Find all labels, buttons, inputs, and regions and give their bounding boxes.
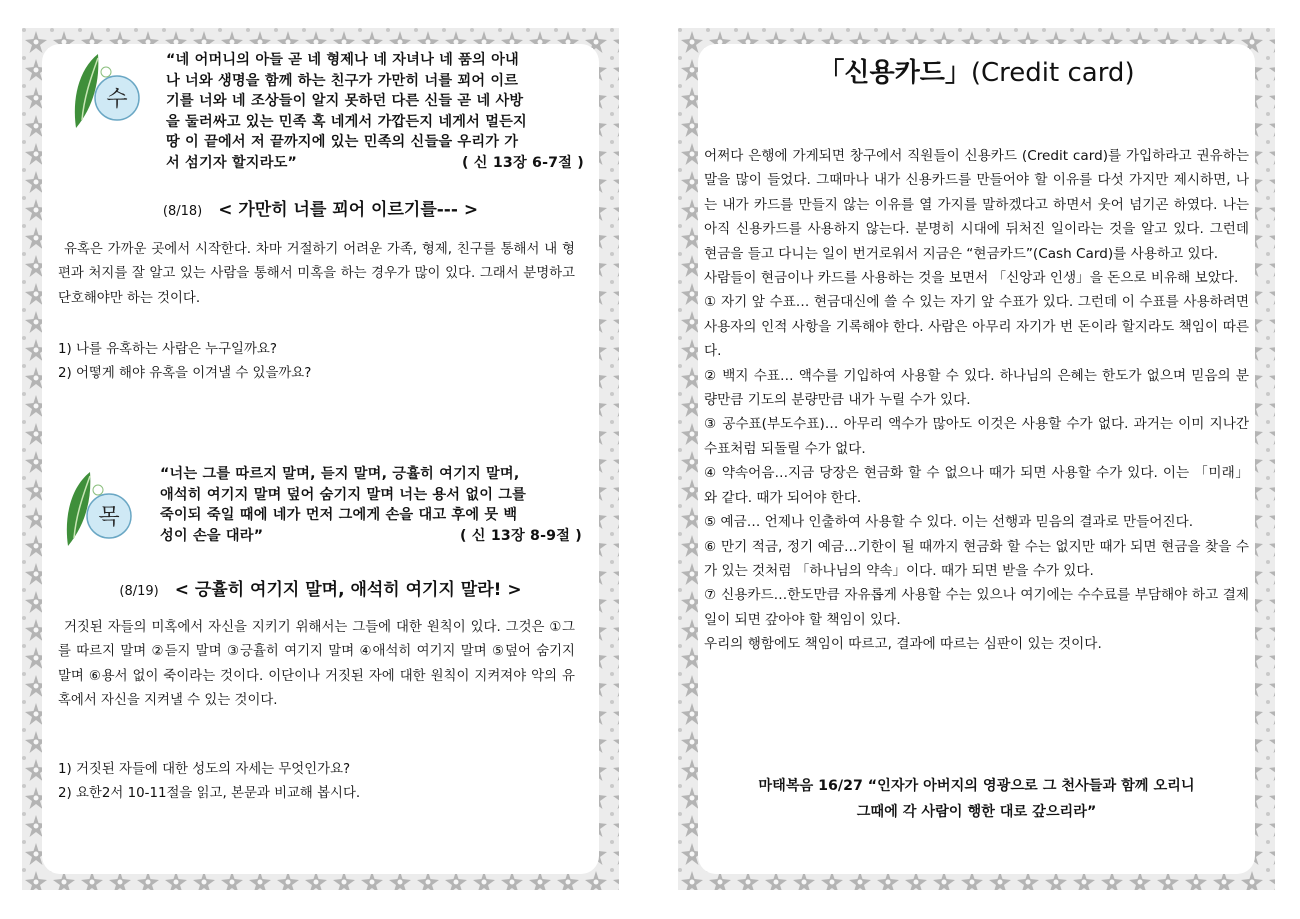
question-list-1 [58, 338, 311, 387]
verse-line: 애석히 여기지 말며 덮어 숨기지 말며 너는 용서 없이 그를 [160, 486, 527, 503]
body-paragraph: ③ 공수표(부도수표)… 아무리 액수가 많아도 이것은 사용할 수가 없다. 과거는 이미 지나간 수표처럼 되돌릴 수가 없다. [704, 416, 1249, 457]
day-char-wed: 수 [106, 87, 128, 112]
verse-line: 나 너와 생명을 함께 하는 친구가 가만히 너를 꾀어 이르 [166, 72, 519, 89]
section-heading-1 [48, 195, 593, 220]
body-paragraph: 우리의 행함에도 책임이 따르고, 결과에 따르는 심판이 있는 것이다. [704, 636, 1102, 653]
verse-ref: ( 신 13장 6-7절 ) [461, 154, 584, 171]
question-item: 1) 거짓된 자들에 대한 성도의 자세는 무엇인가요? [58, 762, 351, 777]
title-korean: 「신용카드」 [818, 58, 971, 88]
lily-leaf-emblem [62, 468, 132, 554]
question-item: 1) 나를 유혹하는 사람은 누구일까요? [58, 342, 277, 357]
verse-block-2 [160, 464, 596, 546]
body-paragraph: ② 백지 수표… 액수를 기입하여 사용할 수 있다. 하나님의 은혜는 한도가 없으며 믿음의 분량만큼 기도의 분량만큼 내가 누릴 수가 있다. [704, 367, 1249, 409]
closing-line: 마태복음 16/27 “인자가 아버지의 영광으로 그 천사들과 함께 오리니 [758, 778, 1195, 794]
closing-line: 그때에 각 사람이 행한 대로 갚으리라” [856, 804, 1097, 820]
title-english: (Credit card) [970, 58, 1135, 88]
heading-text: < 긍휼히 여기지 말며, 애석히 여기지 말라! > [174, 580, 522, 600]
heading-date: (8/19) [119, 584, 159, 599]
body-paragraph: ⑤ 예금… 언제나 인출하여 사용할 수 있다. 이는 선행과 믿음의 결과로 만들어진다. [704, 514, 1194, 531]
section-heading-2 [48, 575, 593, 600]
verse-line: 죽이되 죽일 때에 네가 먼저 그에게 손을 대고 후에 뭇 백 [160, 507, 518, 524]
left-page [22, 28, 619, 890]
verse-line: 땅 이 끝에서 저 끝까지에 있는 민족의 신들을 우리가 가 [166, 134, 519, 151]
lily-leaf-emblem [70, 50, 140, 136]
body-paragraph: ⑦ 신용카드…한도만큼 자유롭게 사용할 수는 있으나 여기에는 수수료를 부담해야 하고 결제일이 되면 갚아야 할 책임이 있다. [704, 587, 1249, 628]
page-title [704, 52, 1249, 89]
verse-block-1 [166, 50, 598, 174]
verse-line: 기를 너와 네 조상들이 알지 못하던 다른 신들 곧 네 사방 [166, 93, 524, 110]
right-page-content [704, 48, 1249, 868]
heading-text: < 가만히 너를 꾀어 이르기를--- > [218, 200, 479, 220]
right-page [678, 28, 1275, 890]
verse-line: “너는 그를 따르지 말며, 듣지 말며, 긍휼히 여기지 말며, [160, 466, 520, 482]
verse-line: 서 섬기자 할지라도” [166, 154, 298, 171]
closing-verse [704, 773, 1249, 825]
body-paragraph: 사람들이 현금이나 카드를 사용하는 것을 보면서 「신앙과 인생」을 돈으로 비유해 보았다. [704, 270, 1239, 287]
heading-date: (8/18) [162, 204, 203, 219]
question-item: 2) 요한2서 10-11절을 읽고, 본문과 비교해 봅시다. [58, 786, 361, 802]
day-char-thu: 목 [98, 505, 120, 530]
paragraph-1: 유혹은 가까운 곳에서 시작한다. 차마 거절하기 어려운 가족, 형제, 친구를 통해서 내 형편과 처지를 잘 알고 있는 사람을 통해서 미혹을 하는 경우가 많이 있다. 그래서 분명하고 단호해야만 하는 것이다. [58, 242, 575, 306]
verse-line: 성이 손을 대라” [160, 527, 264, 544]
question-list-2 [58, 758, 360, 807]
body-paragraph: 어쩌다 은행에 가게되면 창구에서 직원들이 신용카드 (Credit card)를 가입하라고 권유하는 말을 많이 들었다. 그때마나 내가 신용카드를 만들어야 할 이유를 다섯 가지만 제시하면, 나는 내가 카드를 만들지 않는 이유를 열 가지를 말하겠다고 하면서 웃어 넘기곤 하였다. 나는 아직 신용카드를 사용하지 않는다. 분명히 시대에 뒤처진 일이라는 것을 알고 있다. 그런데 현금을 들고 다니는 일이 번거로워서 지금은 “현금카드”(Cash Card)를 사용하고 있다. [704, 148, 1249, 262]
body-paragraph: ④ 약속어음…지금 당장은 현금화 할 수 없으나 때가 되면 사용할 수가 있다. 이는 「미래」와 같다. 때가 되어야 한다. [704, 465, 1249, 506]
body-text [704, 144, 1249, 657]
question-item: 2) 어떻게 해야 유혹을 이겨낼 수 있을까요? [58, 366, 312, 382]
body-paragraph: ① 자기 앞 수표… 현금대신에 쓸 수 있는 자기 앞 수표가 있다. 그런데 이 수표를 사용하려면 사용자의 인적 사항을 기록해야 한다. 사람은 아무리 자기가 번 돈이라 할지라도 책임이 따른다. [704, 294, 1249, 360]
verse-line: “네 어머니의 아들 곧 네 형제나 네 자녀나 네 품의 아내 [166, 52, 519, 68]
paragraph-2: 거짓된 자들의 미혹에서 자신을 지키기 위해서는 그들에 대한 원칙이 있다. 그것은 ①그를 따르지 말며 ②듣지 말며 ③긍휼히 여기지 말며 ④애석히 여기지 말며 ⑤덮어 숨기지 말며 ⑥용서 없이 죽이라는 것이다. 이단이나 거짓된 자에 대한 원칙이 지켜져야 악의 유혹에서 자신을 지켜낼 수 있는 것이다. [58, 620, 575, 709]
verse-line: 을 둘러싸고 있는 민족 혹 네게서 가깝든지 네게서 멀든지 [166, 113, 527, 130]
left-page-content [48, 48, 593, 868]
verse-ref: ( 신 13장 8-9절 ) [459, 527, 582, 544]
body-paragraph: ⑥ 만기 적금, 정기 예금…기한이 될 때까지 현금화 할 수는 없지만 때가 되면 현금을 찾을 수가 있는 것처럼 「하나님의 약속」이다. 때가 되면 받을 수가 있다. [704, 538, 1249, 579]
